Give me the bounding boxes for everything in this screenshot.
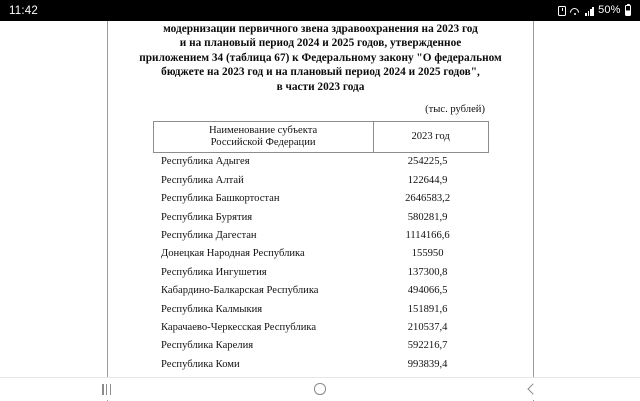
cell-subject-name: Республика Дагестан — [161, 230, 257, 242]
heading-line-2: модернизации первичного звена здравоохранения на 2023 год — [163, 22, 478, 35]
cell-amount-2023: 254225,5 — [407, 156, 448, 168]
table-row — [153, 209, 488, 227]
battery-percent-label: 50% — [598, 4, 621, 16]
cell-subject-name: Республика Бурятия — [161, 211, 253, 223]
table-row — [153, 172, 488, 190]
table-row — [153, 301, 488, 319]
column-header-year: 2023 год — [373, 121, 488, 153]
cell-subject-name: Республика Коми — [161, 358, 240, 370]
subjects-funding-table — [153, 121, 489, 393]
table-row — [153, 319, 488, 337]
heading-line-5: бюджете на 2023 год и на плановый период 2024 и 2025 годов", — [161, 66, 480, 79]
table-row — [153, 245, 488, 263]
table-row — [153, 153, 488, 172]
cell-subject-name: Республика Карелия — [161, 340, 254, 352]
back-chevron-icon — [528, 383, 539, 394]
document-page[interactable] — [107, 7, 534, 401]
recents-button[interactable] — [52, 378, 162, 401]
cell-subject-name: Республика Башкортостан — [161, 193, 280, 205]
table-row — [153, 264, 488, 282]
heading-line-3: и на плановый период 2024 и 2025 годов, утвержденное — [179, 37, 462, 50]
table-row — [153, 227, 488, 245]
status-bar-icons — [558, 5, 631, 16]
cell-amount-2023: 592216,7 — [407, 340, 448, 352]
table-body — [153, 153, 488, 393]
table-head — [153, 121, 488, 153]
cell-subject-name: Республика Адыгея — [161, 156, 250, 168]
cell-amount-2023: 210537,4 — [407, 321, 448, 333]
battery-icon — [625, 5, 632, 16]
alarm-icon — [558, 6, 566, 16]
table-row — [153, 337, 488, 355]
column-header-subject-name — [153, 121, 373, 153]
android-navigation-bar — [0, 377, 640, 400]
home-icon — [314, 383, 326, 395]
status-bar — [0, 0, 640, 21]
table-row — [153, 190, 488, 208]
units-note: (тыс. рублей) — [425, 103, 485, 115]
cell-subject-name: Республика Алтай — [161, 174, 244, 186]
wifi-icon — [570, 6, 581, 16]
cell-subject-name: Карачаево-Черкесская Республика — [161, 321, 317, 333]
status-bar-clock: 11:42 — [9, 4, 38, 17]
cell-subject-name: Донецкая Народная Республика — [161, 248, 305, 260]
back-button[interactable] — [478, 378, 588, 401]
recents-icon — [102, 384, 111, 395]
column-header-subject-name-line2: Российской Федерации — [210, 136, 316, 148]
cell-subject-name: Республика Калмыкия — [161, 303, 263, 315]
heading-line-6: в части 2023 года — [276, 80, 365, 93]
cell-amount-2023: 993839,4 — [407, 358, 448, 370]
table-row — [153, 356, 488, 374]
cell-amount-2023: 122644,9 — [407, 174, 448, 186]
cell-amount-2023: 580281,9 — [407, 211, 448, 223]
table-row — [153, 282, 488, 300]
heading-line-4: приложением 34 (таблица 67) к Федеральному закону "О федеральном — [139, 51, 502, 64]
home-button[interactable] — [265, 378, 375, 401]
cell-amount-2023: 155950 — [411, 248, 444, 260]
cell-amount-2023: 2646583,2 — [405, 193, 451, 205]
table-header-row — [153, 121, 488, 153]
cell-amount-2023: 494066,5 — [407, 285, 448, 297]
cell-subject-name: Кабардино-Балкарская Республика — [161, 285, 319, 297]
cell-subject-name: Республика Ингушетия — [161, 266, 267, 278]
document-viewer[interactable] — [0, 21, 640, 377]
cell-amount-2023: 1114166,6 — [405, 230, 450, 242]
signal-icon — [585, 6, 594, 16]
column-header-subject-name-line1: Наименование субъекта — [209, 124, 318, 136]
cell-amount-2023: 137300,8 — [407, 266, 448, 278]
cell-amount-2023: 151891,6 — [407, 303, 448, 315]
